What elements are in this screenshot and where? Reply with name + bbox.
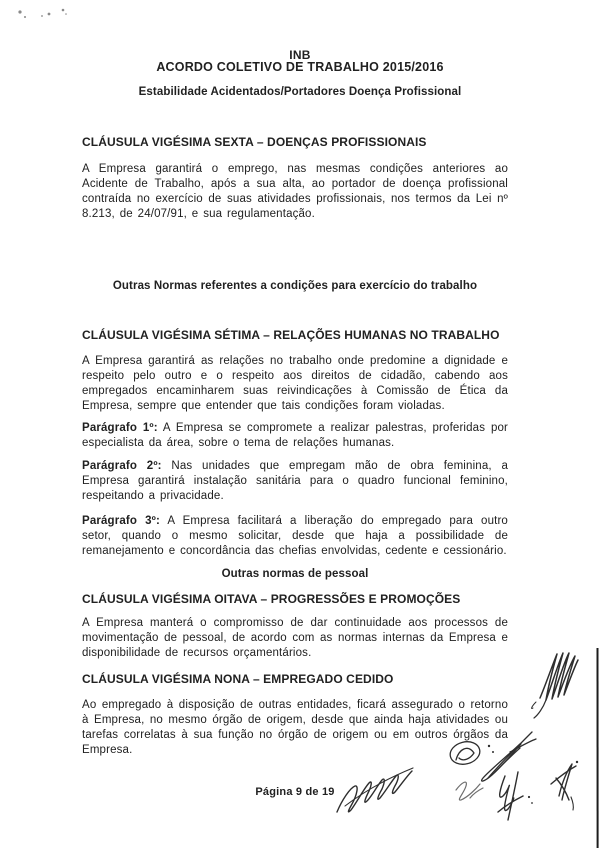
clause-26-body: A Empresa garantirá o emprego, nas mesmas condições anteriores ao Acidente de Trabalho, após a sua alta, ao portador de doença profissional contraída no exercício de suas atividades profissionais, nos termos da Lei nº 8.213, de 24/07/91, e sua regulamentação. xyxy=(82,163,508,220)
signature-hatch-scribble xyxy=(532,653,578,718)
paragraph-3-text: A Empresa facilitará a liberação do empregado para outro setor, quando o mesmo solicitar, desde que haja a possibilidade de remanejamento e concordância das chefias envolvidas, cedente e cessionário. xyxy=(82,515,508,557)
signature-k-initials xyxy=(551,761,578,810)
section-heading-personnel: Outras normas de pessoal xyxy=(221,568,369,580)
paragraph-1-text: A Empresa se compromete a realizar palestras, proferidas por especialista da área, sobre o tema de relações humanas. xyxy=(82,422,509,449)
paragraph-3-label: Parágrafo 3º: xyxy=(82,515,160,527)
clause-27-heading: CLÁUSULA VIGÉSIMA SÉTIMA – RELAÇÕES HUMANAS NO TRABALHO xyxy=(82,328,500,342)
clause-27-paragraph-2 xyxy=(82,459,508,504)
clause-27-body: A Empresa garantirá as relações no trabalho onde predomine a dignidade e respeito pelo outro e o respeito aos direitos de cidadão, cabendo aos empregados encaminharem suas reivindicações à Comissão de Ética da Empresa, sempre que entender que tais condições foram violadas. xyxy=(82,355,508,412)
paragraph-2-text: Nas unidades que empregam mão de obra feminina, a Empresa garantirá instalação sanitária para o quadro funcional feminino, respeitando a privacidade. xyxy=(82,460,508,502)
clause-28-body: A Empresa manterá o compromisso de dar continuidade aos processos de movimentação de pessoal, de acordo com as normas internas da Empresa e disponibilidade de recursos orçamentários. xyxy=(82,617,508,659)
document-subtitle: Estabilidade Acidentados/Portadores Doença Profissional xyxy=(138,86,462,98)
clause-28-heading: CLÁUSULA VIGÉSIMA OITAVA – PROGRESSÕES E PROMOÇÕES xyxy=(82,592,461,606)
clause-27-paragraph-1 xyxy=(82,421,508,451)
clause-27-paragraph-3 xyxy=(82,514,508,559)
page-number-footer: Página 9 de 19 xyxy=(255,786,335,798)
scan-speckles xyxy=(18,9,66,18)
clause-29-heading: CLÁUSULA VIGÉSIMA NONA – EMPREGADO CEDIDO xyxy=(82,672,394,686)
clause-26-heading: CLÁUSULA VIGÉSIMA SEXTA – DOENÇAS PROFISSIONAIS xyxy=(82,135,427,149)
clause-29-body: Ao empregado à disposição de outras entidades, ficará assegurado o retorno à Empresa, no mesmo órgão de origem, desde que ainda haja atividades ou tarefas correlatas à sua função no órgão de origem ou em outros órgãos da Empresa. xyxy=(82,699,508,756)
section-heading-work-conditions: Outras Normas referentes a condições para exercício do trabalho xyxy=(112,280,478,292)
paragraph-2-label: Parágrafo 2º: xyxy=(82,460,162,472)
document-title: ACORDO COLETIVO DE TRABALHO 2015/2016 xyxy=(156,60,444,74)
paragraph-1-label: Parágrafo 1º: xyxy=(82,422,158,434)
document-org-name: INB xyxy=(289,48,311,62)
